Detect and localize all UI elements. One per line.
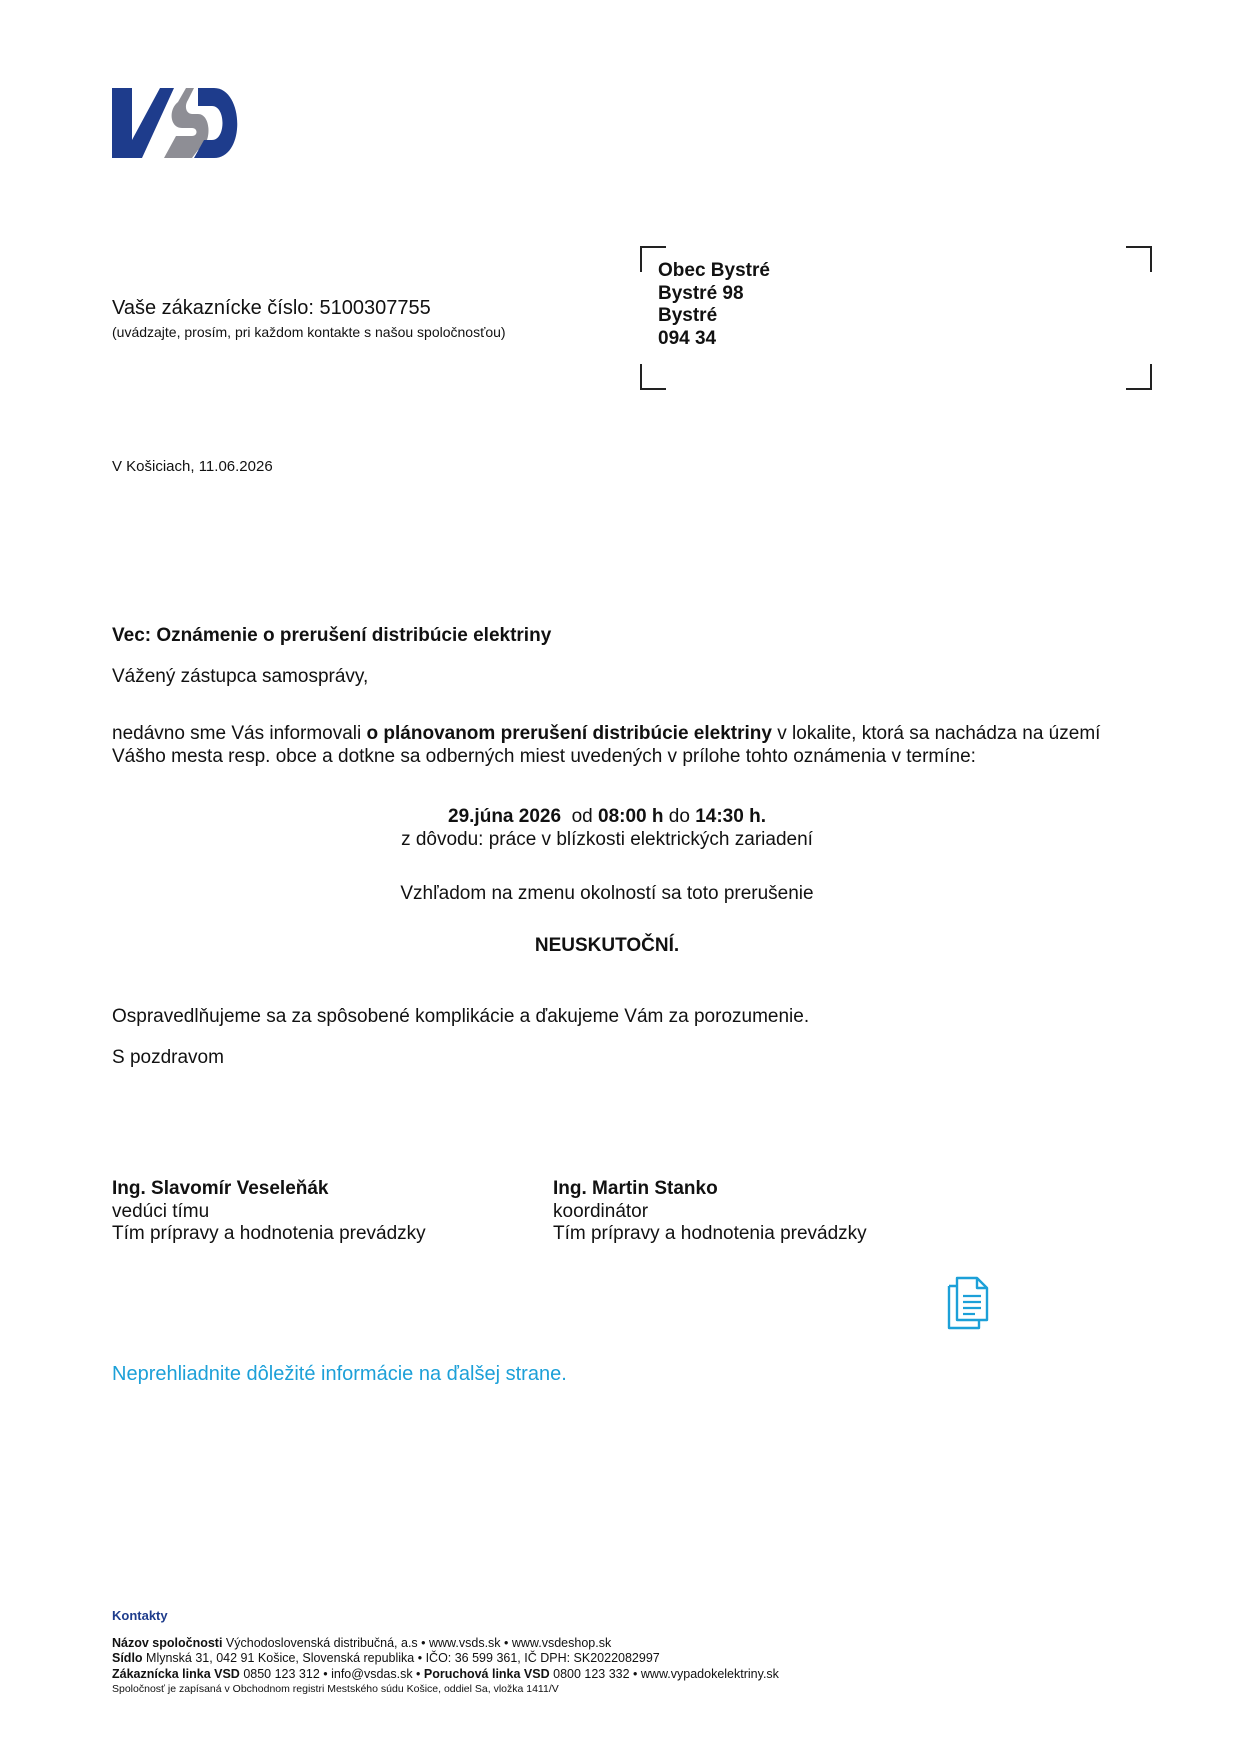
outage-date: 29.júna 2026: [448, 806, 562, 827]
corner-mark: [1126, 246, 1152, 272]
outage-schedule: [112, 806, 1102, 829]
footer-value: Mlynská 31, 042 91 Košice, Slovenská republika • IČO: 36 599 361, IČ DPH: SK2022082997: [142, 1651, 660, 1665]
address-line: 094 34: [658, 327, 717, 349]
customer-number-note: (uvádzajte, prosím, pri každom kontakte s našou spoločnosťou): [112, 324, 506, 340]
address-line: Bystré: [658, 305, 718, 326]
footer-label: Poruchová linka VSD: [423, 1666, 550, 1681]
paragraph-bold-text: o plánovanom prerušení distribúcie elektriny: [366, 723, 772, 744]
letter-date: V Košiciach, 11.06.2026: [112, 458, 273, 475]
footer-contacts: [112, 1608, 779, 1698]
signature-block: [553, 1178, 867, 1246]
main-paragraph: [112, 723, 1102, 768]
from-time: 08:00 h: [598, 806, 664, 827]
footer-label: Sídlo: [112, 1651, 143, 1665]
footer-value: 0850 123 312 • info@vsdas.sk •: [239, 1666, 424, 1681]
footer-value: Východoslovenská distribučná, a.s • www.vsds.sk • www.vsdeshop.sk: [222, 1635, 612, 1650]
from-word: od: [571, 806, 593, 827]
to-word: do: [668, 806, 690, 827]
signatory-team: Tím prípravy a hodnotenia prevádzky: [112, 1223, 426, 1244]
recipient-address: [658, 260, 770, 350]
documents-icon: [945, 1276, 991, 1330]
footer-title: Kontakty: [112, 1608, 168, 1623]
footer-company-line: [112, 1636, 779, 1652]
footer-seat-line: [112, 1651, 779, 1667]
footer-registry: Spoločnosť je zapísaná v Obchodnom registri Mestského súdu Košice, oddiel Sa, vložka 1411/V: [112, 1683, 559, 1695]
cancel-text: NEUSKUTOČNÍ.: [534, 935, 680, 956]
address-window: [640, 246, 1152, 390]
apology-text: Ospravedlňujeme sa za spôsobené komplikácie a ďakujeme Vám za porozumenie.: [112, 1006, 810, 1027]
outage-reason: z dôvodu: práce v blízkosti elektrických zariadení: [401, 829, 813, 850]
next-page-notice: Neprehliadnite dôležité informácie na ďalšej strane.: [112, 1363, 567, 1385]
footer-label: Zákaznícka linka VSD: [112, 1666, 240, 1681]
signatory-name: Ing. Slavomír Veseleňák: [112, 1178, 329, 1199]
signature-block: [112, 1178, 426, 1246]
change-text: Vzhľadom na zmenu okolností sa toto prerušenie: [400, 883, 814, 904]
customer-number: Vaše zákaznícke číslo: 5100307755: [112, 297, 431, 319]
signatory-role: koordinátor: [553, 1200, 649, 1222]
footer-value: 0800 123 332 • www.vypadokelektriny.sk: [549, 1666, 779, 1681]
footer-hotline-line: [112, 1667, 779, 1683]
signatory-role: vedúci tímu: [112, 1200, 210, 1222]
to-time: 14:30 h.: [695, 806, 766, 827]
address-line: Bystré 98: [658, 282, 744, 304]
footer-label: Názov spoločnosti: [112, 1635, 223, 1650]
corner-mark: [1126, 364, 1152, 390]
signatory-team: Tím prípravy a hodnotenia prevádzky: [553, 1223, 867, 1244]
address-line: Obec Bystré: [658, 260, 770, 281]
vsd-logo: [112, 88, 240, 158]
signatory-name: Ing. Martin Stanko: [553, 1178, 718, 1199]
letter-subject: Vec: Oznámenie o prerušení distribúcie elektriny: [112, 625, 552, 646]
paragraph-text: nedávno sme Vás informovali: [112, 723, 367, 744]
greeting: Vážený zástupca samosprávy,: [112, 666, 369, 687]
paragraph-text: v lokalite, ktorá sa nachádza na území Vášho mesta resp. obce a dotkne sa odberných miest uvedených v prílohe tohto oznámenia v termíne:: [112, 723, 1101, 767]
corner-mark: [640, 364, 666, 390]
regards-text: S pozdravom: [112, 1047, 224, 1068]
